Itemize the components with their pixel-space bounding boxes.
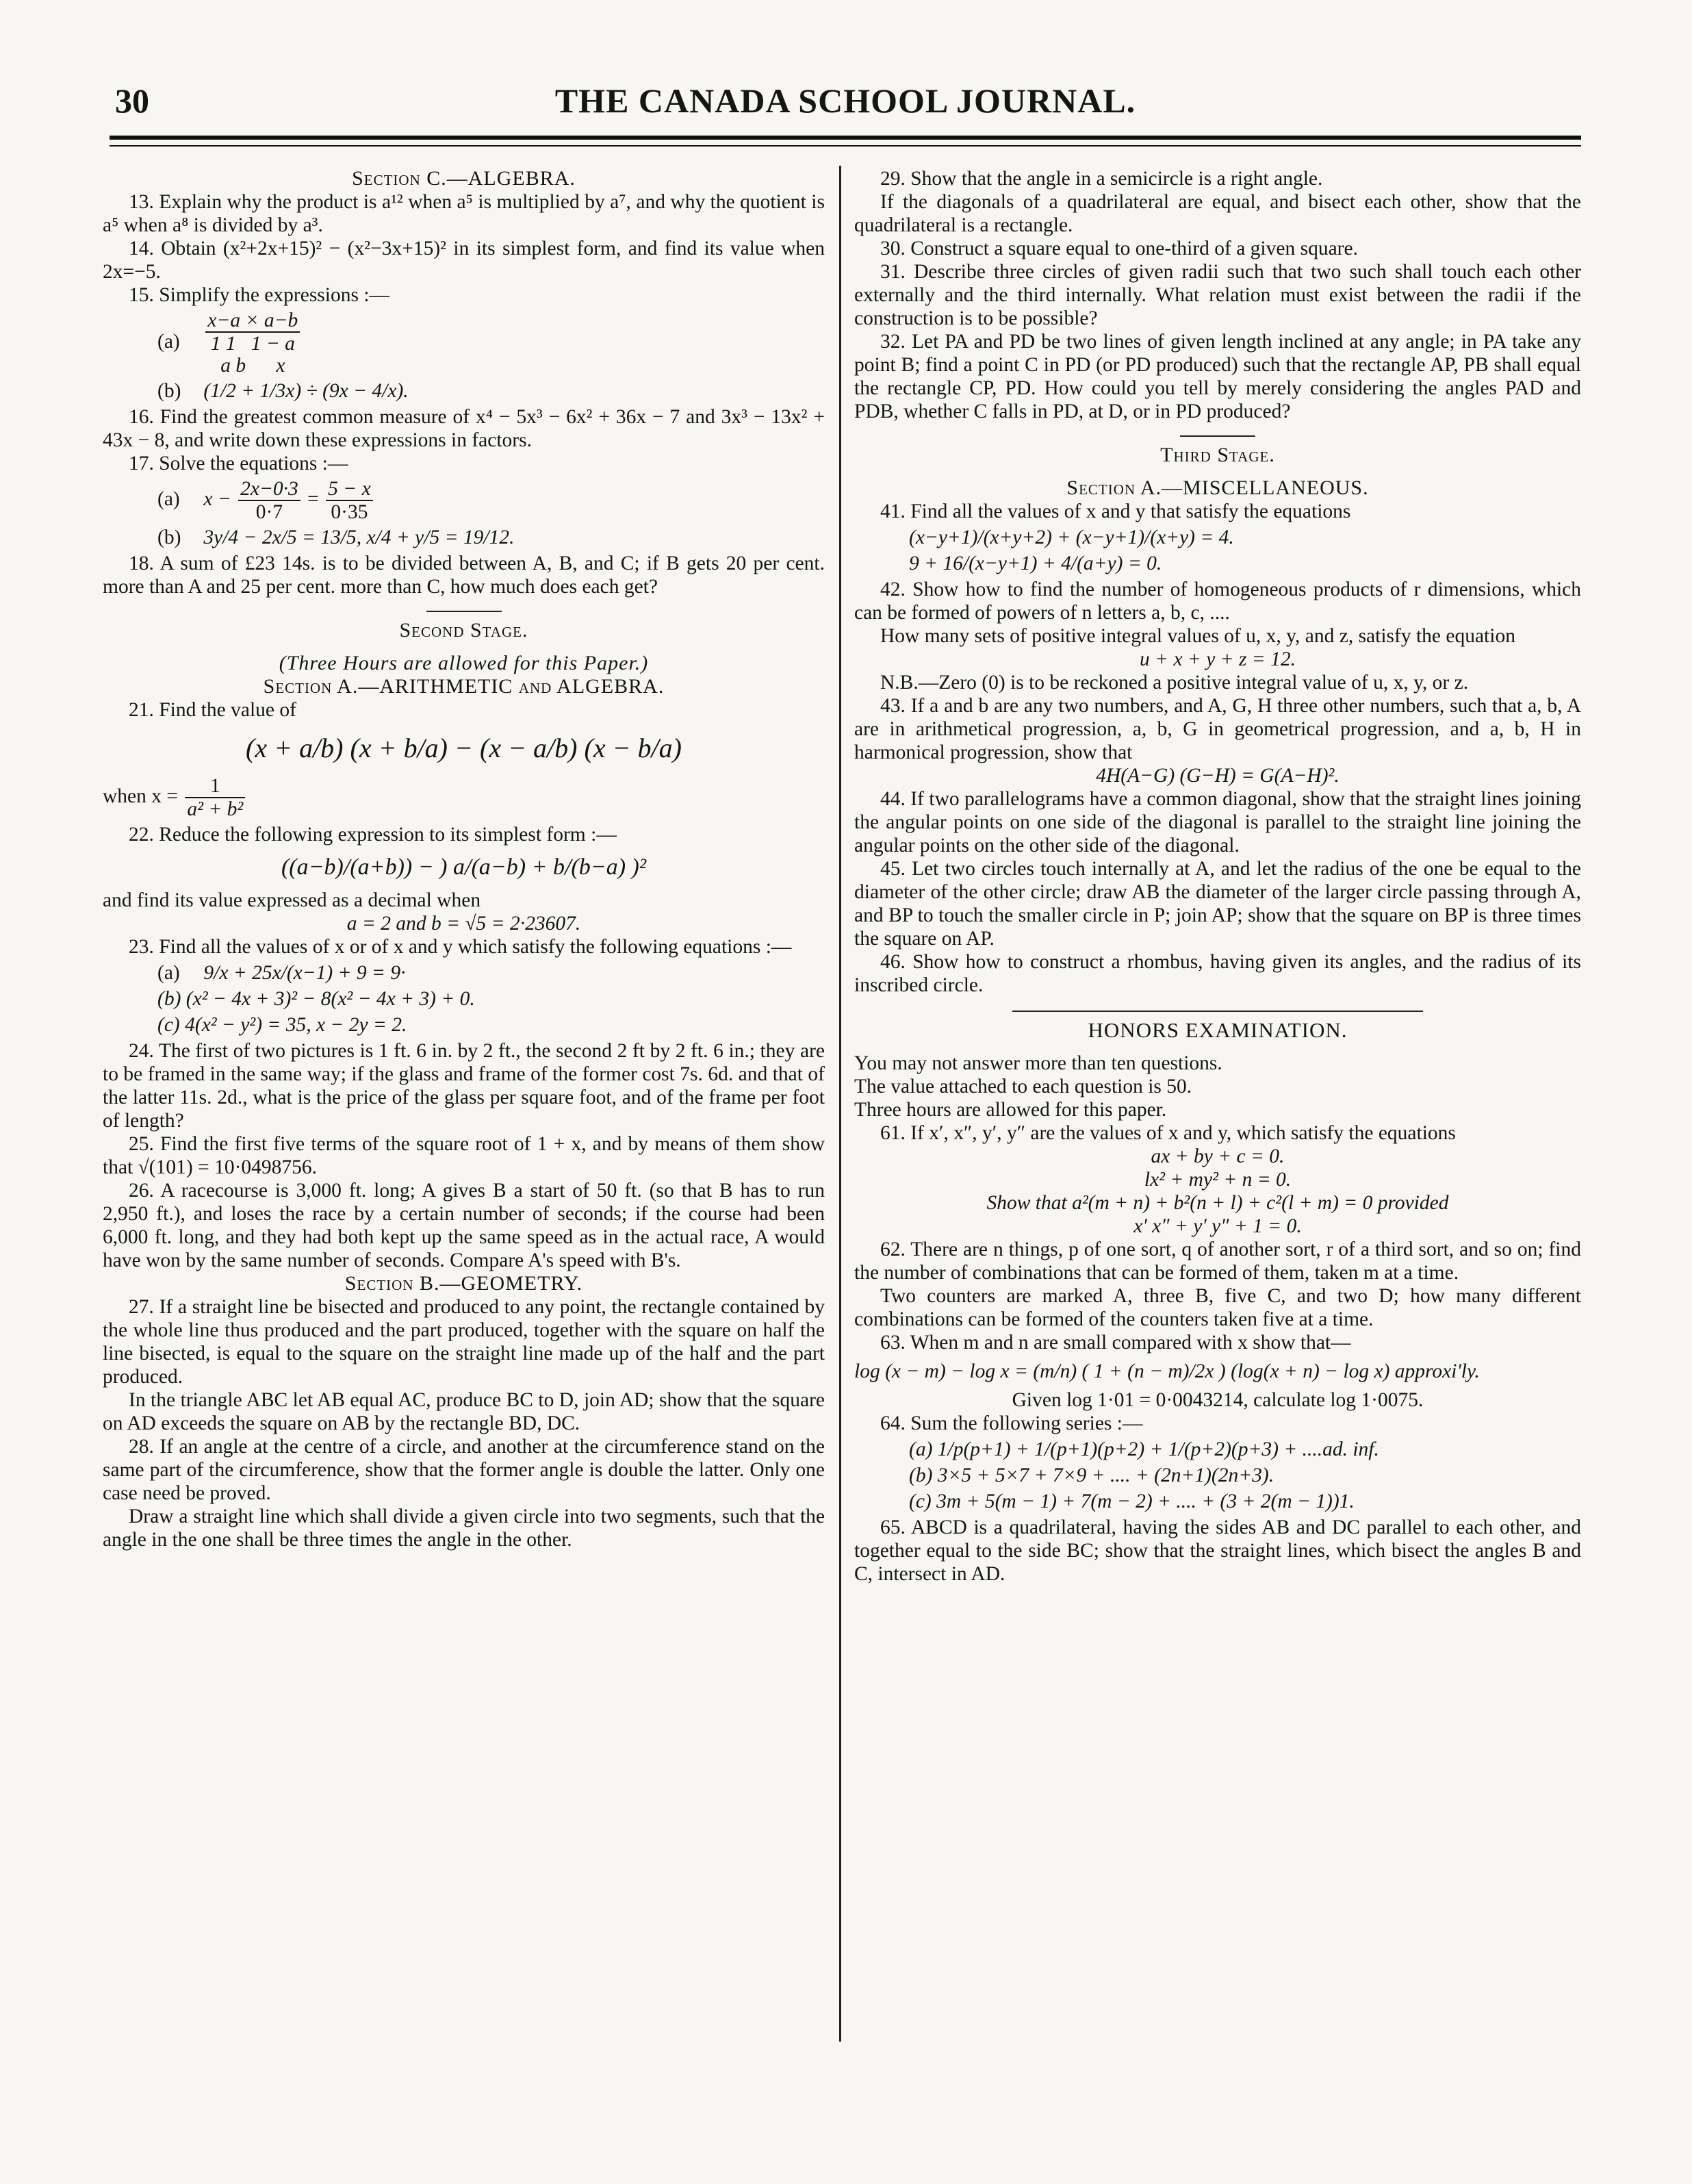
honors-note-2: The value attached to each question is 50.	[854, 1076, 1192, 1097]
question-26: 26. A racecourse is 3,000 ft. long; A gives B a start of 50 ft. (so that B has to run 2,950 ft.), and loses the race by a certain number of seconds; if the course had been 6,000 ft. long, and they had both kept up the same speed as in the actual race, A would have won by the same number of seconds. Compare A's speed with B's.	[103, 1180, 825, 1271]
question-17b: (b) 3y/4 − 2x/5 = 13/5, x/4 + y/5 = 19/12.	[157, 526, 515, 548]
question-42: 42. Show how to find the number of homogeneous products of r dimensions, which can be formed of powers of n letters a, b, c, ....	[854, 579, 1581, 624]
section-divider	[426, 611, 502, 612]
left-column	[103, 167, 825, 1551]
question-13: 13. Explain why the product is a¹² when a⁵ is multiplied by a⁷, and why the quotient is a⁵ when a⁸ is divided by a³.	[103, 191, 825, 236]
question-64: 64. Sum the following series :—	[880, 1412, 1143, 1434]
question-63-given: Given log 1·01 = 0·0043214, calculate log 1·0075.	[1012, 1389, 1424, 1411]
question-21-expression: (x + a/b) (x + b/a) − (x − a/b) (x − b/a)	[246, 733, 682, 763]
question-17-intro: 17. Solve the equations :—	[129, 453, 348, 474]
question-23a: (a) 9/x + 25x/(x−1) + 9 = 9·	[157, 962, 406, 984]
question-27: 27. If a straight line be bisected and produced to any point, the rectangle contained by the whole line thus produced and the part produced, together with the square on half the line bisected, is equal to the square on the straight line made up of the half and the part produced.	[103, 1296, 825, 1388]
question-22-given: a = 2 and b = √5 = 2·23607.	[346, 913, 581, 935]
section-c-heading: Section C.—ALGEBRA.	[352, 167, 576, 190]
question-61-eq2: lx² + my² + n = 0.	[1144, 1169, 1292, 1191]
question-30: 30. Construct a square equal to one-third of a given square.	[880, 238, 1358, 259]
question-43-equation: 4H(A−G) (G−H) = G(A−H)².	[1096, 765, 1340, 787]
honors-divider	[1012, 1011, 1423, 1012]
page-number: 30	[115, 81, 149, 120]
question-22-value: and find its value expressed as a decimal when	[103, 889, 481, 911]
question-16: 16. Find the greatest common measure of x⁴ − 5x³ − 6x² + 36x − 7 and 3x³ − 13x² + 43x − 8, and write down these expressions in factors.	[103, 406, 825, 451]
question-61-eq3: x′ x″ + y′ y″ + 1 = 0.	[1133, 1215, 1302, 1237]
question-41-eq1: (x−y+1)/(x+y+2) + (x−y+1)/(x+y) = 4.	[909, 526, 1234, 548]
journal-title: THE CANADA SCHOOL JOURNAL.	[554, 81, 1136, 120]
question-23b: (b) (x² − 4x + 3)² − 8(x² − 4x + 3) + 0.	[157, 988, 475, 1010]
question-64c: (c) 3m + 5(m − 1) + 7(m − 2) + .... + (3 + 2(m − 1))1.	[909, 1490, 1355, 1512]
question-25: 25. Find the first five terms of the square root of 1 + x, and by means of them show that √(101) = 10·0498756.	[103, 1133, 825, 1178]
header-rule-thin	[110, 145, 1581, 147]
second-stage-heading: Second Stage.	[399, 619, 528, 642]
column-divider	[839, 166, 841, 2042]
third-stage-heading: Third Stage.	[1160, 444, 1275, 466]
question-46: 46. Show how to construct a rhombus, having given its angles, and the radius of its inscribed circle.	[854, 951, 1581, 996]
question-61-eq1: ax + by + c = 0.	[1151, 1145, 1285, 1167]
question-64a: (a) 1/p(p+1) + 1/(p+1)(p+2) + 1/(p+2)(p+3) + ....ad. inf.	[909, 1438, 1379, 1460]
question-62b: Two counters are marked A, three B, five C, and two D; how many different combinations can be formed of the counters taken five at a time.	[854, 1285, 1581, 1330]
question-61-show: Show that a²(m + n) + b²(n + l) + c²(l + m) = 0 provided	[986, 1192, 1449, 1214]
question-15-intro: 15. Simplify the expressions :—	[129, 284, 390, 306]
question-45: 45. Let two circles touch internally at A, and let the radius of the one be equal to the diameter of the other circle; draw AB the diameter of the larger circle passing through A, and BP to touch the smaller circle in P; join AP; show that the square on BP is three times the square on AP.	[854, 858, 1581, 950]
question-62: 62. There are n things, p of one sort, q of another sort, r of a third sort, and so on; find the number of combinations that can be formed of them, taken m at a time.	[854, 1239, 1581, 1284]
question-29: 29. Show that the angle in a semicircle is a right angle.	[880, 168, 1323, 190]
question-22-expression: ((a−b)/(a+b)) − ) a/(a−b) + b/(b−a) )²	[281, 854, 647, 880]
honors-heading: HONORS EXAMINATION.	[1088, 1018, 1348, 1042]
time-note: (Three Hours are allowed for this Paper.)	[279, 652, 649, 674]
question-27b: In the triangle ABC let AB equal AC, produce BC to D, join AD; show that the square on AD exceeds the square on AB by the rectangle BD, DC.	[103, 1389, 825, 1434]
question-32: 32. Let PA and PD be two lines of given length inclined at any angle; in PA take any point B; find a point C in PD (or PD produced) such that the rectangle AP, PB shall equal the rectangle CP, PD. How could you tell by merely considering the angles PAD and PDB, whether C falls in PD, at D, or in PD produced?	[854, 331, 1581, 422]
section-a-misc-heading: Section A.—MISCELLANEOUS.	[1066, 477, 1369, 499]
question-42b: How many sets of positive integral values of u, x, y, and z, satisfy the equation	[880, 625, 1515, 647]
question-15a: (a) x−a × a−b 1 1 1 − a a b x	[103, 309, 825, 377]
question-15b: (b) (1/2 + 1/3x) ÷ (9x − 4/x).	[157, 380, 409, 402]
question-42-equation: u + x + y + z = 12.	[1140, 648, 1296, 670]
question-31: 31. Describe three circles of given radii such that two such shall touch each other externally and the third internally. What relation must exist between the radii if the construction is to be possible?	[854, 261, 1581, 329]
right-column	[854, 167, 1581, 1586]
question-41-eq2: 9 + 16/(x−y+1) + 4/(a+y) = 0.	[909, 553, 1162, 574]
question-23: 23. Find all the values of x or of x and y which satisfy the following equations :—	[129, 936, 792, 958]
question-21-when: when x = $\frac{1}{\text{a² + b²}}$	[103, 775, 825, 820]
question-64b: (b) 3×5 + 5×7 + 7×9 + .... + (2n+1)(2n+3).	[909, 1464, 1274, 1486]
question-22: 22. Reduce the following expression to its simplest form :—	[129, 824, 617, 846]
question-18: 18. A sum of £23 14s. is to be divided between A, B, and C; if B gets 20 per cent. more than A and 25 per cent. more than C, how much does each get?	[103, 553, 825, 598]
question-65: 65. ABCD is a quadrilateral, having the sides AB and DC parallel to each other, and together equal to the side BC; show that the straight lines, which bisect the angles B and C, intersect in AD.	[854, 1516, 1581, 1585]
question-42-note: N.B.—Zero (0) is to be reckoned a positive integral value of u, x, y, or z.	[880, 672, 1469, 694]
section-divider	[1180, 435, 1255, 437]
question-28: 28. If an angle at the centre of a circle, and another at the circumference stand on the same part of the circumference, show that the former angle is double the latter. Only one case need be proved.	[103, 1436, 825, 1504]
question-63: 63. When m and n are small compared with x show that—	[880, 1332, 1351, 1354]
question-44: 44. If two parallelograms have a common diagonal, show that the straight lines joining the angular points on one side of the diagonal is parallel to the straight line joining the angular points on the other side of the diagonal.	[854, 788, 1581, 856]
question-61: 61. If x′, x″, y′, y″ are the values of x and y, which satisfy the equations	[880, 1122, 1456, 1144]
header-rule-thick	[110, 136, 1581, 140]
question-63-equation: log (x − m) − log x = (m/n) ( 1 + (n − m)/2x ) (log(x + n) − log x) approxi'ly.	[854, 1360, 1480, 1382]
question-41: 41. Find all the values of x and y that satisfy the equations	[880, 500, 1351, 522]
question-43: 43. If a and b are any two numbers, and A, G, H three other numbers, such that a, b, A are in arithmetical progression, a, b, G in geometrical progression, and a, b, H in harmonical progression, show that	[854, 695, 1581, 763]
question-29b: If the diagonals of a quadrilateral are equal, and bisect each other, show that the quadrilateral is a rectangle.	[854, 191, 1581, 236]
honors-note-1: You may not answer more than ten questions.	[854, 1052, 1222, 1074]
page-header	[110, 81, 1581, 136]
question-23c: (c) 4(x² − y²) = 35, x − 2y = 2.	[157, 1014, 407, 1036]
question-21: 21. Find the value of	[129, 699, 296, 721]
section-a-arithmetic-heading: Section A.—ARITHMETIC and ALGEBRA.	[263, 675, 665, 698]
question-14: 14. Obtain (x²+2x+15)² − (x²−3x+15)² in its simplest form, and find its value when 2x=−5.	[103, 238, 825, 283]
question-28b: Draw a straight line which shall divide a given circle into two segments, such that the angle in the one shall be three times the angle in the other.	[103, 1506, 825, 1551]
honors-note-3: Three hours are allowed for this paper.	[854, 1099, 1167, 1121]
question-17a: (a) x − $\frac{2x-0\cdot 3}{0\cdot 7}$ = $\frac{5 - x}{0\cdot 35}$	[103, 478, 825, 523]
question-24: 24. The first of two pictures is 1 ft. 6 in. by 2 ft., the second 2 ft by 2 ft. 6 in.; they are to be framed in the same way; if the glass and frame of the former cost 7s. 6d. and that of the latter 11s. 2d., what is the price of the glass per square foot, and of the frame per foot of length?	[103, 1040, 825, 1132]
section-b-geometry-heading: Section B.—GEOMETRY.	[344, 1272, 583, 1295]
